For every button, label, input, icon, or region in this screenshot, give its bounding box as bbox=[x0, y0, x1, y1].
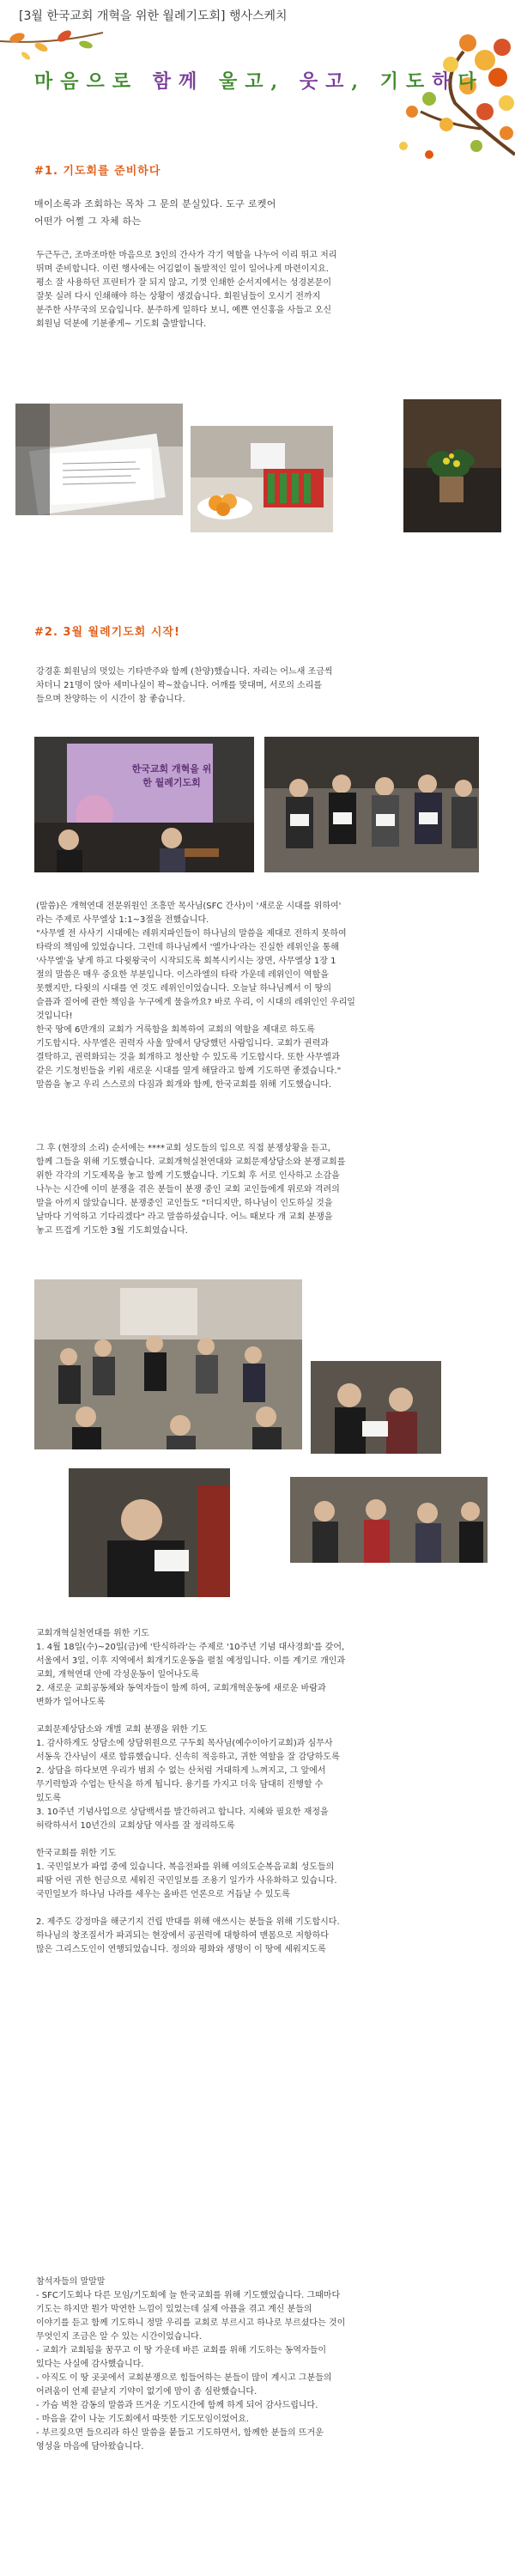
text-line: 회원님 덕분에 기분좋게~ 기도회 출발합니다. bbox=[36, 319, 207, 329]
text-line: - 교회가 교회됨을 꿈꾸고 이 땅 가운데 바른 교회를 위해 기도하는 동역자들이 bbox=[36, 2346, 327, 2355]
text-line: 참석자들의 말말말 bbox=[36, 2277, 106, 2287]
photo-man-praying bbox=[69, 1468, 230, 1597]
text-line: 놓고 뜨겁게 기도한 3월 기도회였습니다. bbox=[36, 1226, 188, 1236]
slogan-char bbox=[366, 70, 380, 93]
slide-text: 한국교회 개혁을 위한 월례기도회 bbox=[131, 763, 212, 788]
section2-intro bbox=[36, 665, 482, 707]
slogan-char: 도 bbox=[405, 70, 433, 93]
text-line: - SFC기도회나 다른 모임/기도회에 늘 한국교회를 위해 기도했었습니다. 그때마다 bbox=[36, 2291, 341, 2300]
text-line: 피땀 어린 귀한 헌금으로 세워진 국민일보를 조용기 일가가 사유화하고 있습니다. bbox=[36, 1876, 337, 1886]
text-line bbox=[36, 1833, 482, 1847]
text-line: 서동욱 간사님이 새로 합류했습니다. 신속히 적응하고, 귀한 역할을 잘 감당하도록 bbox=[36, 1753, 340, 1762]
text-line: 교회문제상담소와 개별 교회 분쟁을 위한 기도 bbox=[36, 1725, 208, 1735]
text-line: 강경훈 회원님의 멋있는 기타반주와 함께 (찬양)했습니다. 자리는 어느새 조금씩 bbox=[36, 667, 333, 677]
text-line: 말을 아끼지 않았습니다. 분쟁중인 교인들도 "더디지만, 하나님이 인도하실 것을 bbox=[36, 1199, 333, 1208]
slogan-char bbox=[285, 70, 300, 93]
text-line: 타락의 책임에 있었습니다. 그런데 하나님께서 '엘가나'라는 진실한 레위인을 통해 bbox=[36, 943, 339, 952]
text-line: 한국 땅에 6만개의 교회가 거룩함을 회복하여 교회의 역할을 제대로 하도록 bbox=[36, 1025, 315, 1035]
slogan-char: 함 bbox=[152, 70, 179, 93]
text-line: 기도는 하지만 뭔가 막연한 느낌이 있었는데 실제 아픔을 겪고 계신 분들의 bbox=[36, 2305, 312, 2314]
slogan-char: , bbox=[351, 70, 367, 93]
slogan-char: 으 bbox=[86, 70, 112, 93]
slogan-char: 고 bbox=[325, 70, 352, 93]
text-line: - 아직도 이 땅 곳곳에서 교회분쟁으로 힘들어하는 분들이 많이 계시고 그분들의 bbox=[36, 2373, 332, 2383]
text-line: 평소 잘 사용하던 프린터가 잘 되지 않고, 기껏 인쇄한 순서지에서는 성경본문이 bbox=[36, 278, 332, 288]
text-line: - 마음을 같이 나눈 기도회에서 따뜻한 기도모임이었어요. bbox=[36, 2415, 250, 2424]
text-line: 못했지만, 다윗의 시대를 연 것도 레위인이었습니다. 오늘날 하나님께서 이 땅의 bbox=[36, 984, 332, 993]
text-line: "사무엘 전 사사기 시대에는 레위지파인들이 하나님의 말씀을 제대로 전하지 못하여 bbox=[36, 929, 347, 939]
slogan-char: 웃 bbox=[299, 70, 326, 93]
text-line: 같은 기도청빈들을 키워 새로운 시대를 열게 해달라고 함께 기도하면 좋겠습니다." bbox=[36, 1066, 342, 1076]
text-line: 위한 각각의 기도제목을 놓고 함께 기도했습니다. 기도회 후 서로 인사하고 소감을 bbox=[36, 1171, 340, 1181]
text-line: (말씀)은 개혁연대 전문위원인 조흥만 목사님(SFC 간사)이 '새로운 시대를 위하여' bbox=[36, 902, 342, 911]
text-line: 2. 제주도 강정마을 해군기지 건립 반대를 위해 애쓰시는 분들을 위해 기도합시다. bbox=[36, 1917, 340, 1927]
handwriting-line: 매이소록과 조회하는 목차 그 문의 분실있다. 도구 로켓어 bbox=[34, 198, 276, 210]
text-line: 1. 4월 18일(수)~20일(금)에 '탄식하라'는 주제로 '10주년 기념 대사경회'를 갖어, bbox=[36, 1643, 345, 1652]
slogan-char: 음 bbox=[60, 70, 87, 93]
text-line: 기도합시다. 사무엘은 권력자 사울 앞에서 당당했던 사람입니다. 교회가 권력과 bbox=[36, 1039, 329, 1048]
text-line: 그 후 (현장의 소리) 순서에는 ****교회 성도들의 입으로 직접 분쟁상황을 듣고, bbox=[36, 1144, 330, 1153]
text-line: 뛰며 준비합니다. 이런 행사에는 어김없이 돌발적인 일이 일어나게 마련이지요. bbox=[36, 264, 329, 274]
text-line: 분주한 사무국의 모습입니다. 분주하게 일하다 보니, 예쁜 연신홍을 사들고 오신 bbox=[36, 306, 332, 315]
slogan-char: , bbox=[270, 70, 286, 93]
text-line: 교회개혁실천연대를 위한 기도 bbox=[36, 1629, 149, 1638]
text-line: 많은 그리스도인이 연행되었습니다. 정의와 평화와 생명이 이 땅에 세워지도록 bbox=[36, 1945, 326, 1954]
slogan-char: 다 bbox=[457, 70, 484, 93]
slogan-char: 기 bbox=[379, 70, 406, 93]
text-line: 1. 감사하게도 상담소에 상담위원으로 구두회 목사님(예수이아기교회)과 심무사 bbox=[36, 1739, 333, 1748]
text-line: 변화가 일어나도록 bbox=[36, 1698, 106, 1707]
text-line: 2. 상담을 하다보면 우리가 범죄 수 없는 산처럼 거대하게 느껴지고, 그 앞에서 bbox=[36, 1766, 326, 1776]
section2-prayer-topics bbox=[36, 1627, 482, 1957]
photo-printer-papers bbox=[15, 404, 183, 515]
section1-handwriting bbox=[34, 196, 276, 230]
photo-worship-slide bbox=[34, 737, 254, 872]
section2-heading: #2. 3월 월례기도회 시작! bbox=[34, 626, 180, 639]
slogan-char: 마 bbox=[34, 70, 61, 93]
slogan-char: 고 bbox=[245, 70, 271, 93]
text-line: 3. 10주년 기념사업으로 상담백서를 발간하려고 합니다. 지혜와 필요한 재정을 bbox=[36, 1807, 329, 1817]
text-line: 한국교회를 위한 기도 bbox=[36, 1849, 117, 1858]
text-line: - 부르짖으면 들으리라 하신 말씀을 붙들고 기도하면서, 함께한 분들의 뜨거운 bbox=[36, 2428, 324, 2438]
text-line: 두근두근, 조마조마한 마음으로 3인의 간사가 각기 역할을 나누어 이리 뛰고 저리 bbox=[36, 251, 337, 260]
text-line bbox=[36, 1902, 482, 1916]
text-line: 말씀을 놓고 우리 스스로의 다짐과 회개와 함께, 한국교회를 위해 기도했습니다. bbox=[36, 1080, 332, 1090]
text-line: 잘못 실려 다시 인쇄해야 하는 상황이 생겼습니다. 회원님들이 오시기 전까지 bbox=[36, 292, 321, 301]
text-line: 것입니다! bbox=[36, 1012, 73, 1021]
photo-women-praying bbox=[311, 1361, 441, 1454]
text-line: 들으며 찬양하는 이 시간이 참 좋습니다. bbox=[36, 695, 185, 704]
text-line: 무엇인지 조금은 알 수 있는 시간이었습니다. bbox=[36, 2332, 202, 2342]
text-line: 서울에서 3일, 이후 지역에서 회개기도운동을 펼칠 예정입니다. 이를 계기로 개인과 bbox=[36, 1656, 346, 1666]
section1-heading: #1. 기도회를 준비하다 bbox=[34, 165, 161, 178]
photo-circle-prayer bbox=[34, 1279, 302, 1449]
text-line: 나누는 시간에 이미 분쟁을 겪은 분들이 분쟁 중인 교회 교인들에게 위로와 격려의 bbox=[36, 1185, 340, 1194]
slogan-char: 께 bbox=[179, 70, 205, 93]
text-line: 2. 새로운 교회공동체와 동역자들이 함께 하여, 교회개혁운동에 새로운 바람과 bbox=[36, 1684, 326, 1693]
slogan-char: 울 bbox=[218, 70, 245, 93]
text-line bbox=[36, 1710, 482, 1723]
banner bbox=[0, 26, 515, 172]
text-line: 있다는 사실에 감사했습니다. bbox=[36, 2360, 144, 2369]
text-line: 결탁하고, 권력화되는 것을 회개하고 청산할 수 있도록 기도합시다. 또한 사무엘과 bbox=[36, 1053, 340, 1062]
text-line: 차더니 21명이 앉아 세미나실이 꽉~찼습니다. 어깨를 맞대며, 서로의 소리를 bbox=[36, 681, 323, 690]
text-line: 있도록 bbox=[36, 1794, 61, 1803]
autumn-leaves-illustration bbox=[0, 26, 515, 172]
page-title: [3월 한국교회 개혁을 위한 월례기도회] 행사스케치 bbox=[19, 9, 288, 23]
photo-fellowship bbox=[290, 1477, 488, 1563]
text-line: 라는 주제로 사무엘상 1:1~3절을 전했습니다. bbox=[36, 915, 209, 925]
text-line: 이야기를 듣고 함께 기도하니 정말 우리를 교회로 부르시고 하나로 부르셨다는 것이 bbox=[36, 2318, 346, 2328]
text-line: 허락하셔서 10년간의 교회상담 역사를 잘 정리하도록 bbox=[36, 1821, 235, 1831]
section2-message bbox=[36, 900, 482, 1092]
text-line: 교회, 개혁연대 안에 각성운동이 일어나도록 bbox=[36, 1670, 199, 1680]
section2-attendee-comments bbox=[36, 2275, 482, 2454]
text-line: 1. 국민일보가 파업 중에 있습니다. 복음전파를 위해 여의도순복음교회 성도들의 bbox=[36, 1862, 335, 1872]
section2-field-voices bbox=[36, 1142, 482, 1238]
slogan bbox=[34, 67, 484, 94]
slogan-char bbox=[204, 70, 219, 93]
text-line: 무기력함과 수업는 탄식을 하게 됩니다. 용기를 가지고 더욱 담대히 진행할 수 bbox=[36, 1780, 324, 1789]
text-line: 함께 그들을 위해 기도했습니다. 교회개혁실천연대와 교회문제상담소와 분쟁교회를 bbox=[36, 1157, 346, 1167]
text-line: 절의 말씀은 매우 중요한 부분입니다. 이스라엘의 타락 가운데 레위인이 역할을 bbox=[36, 970, 329, 980]
text-line: 하나님의 창조질서가 파괴되는 현장에서 공권력에 대항하여 맨몸으로 저항하다 bbox=[36, 1931, 330, 1941]
slogan-char: 하 bbox=[432, 70, 458, 93]
text-line: 어려움이 언제 끝날지 기약이 없기에 맘이 좀 심란했습니다. bbox=[36, 2387, 258, 2397]
photo-congregation-singing bbox=[264, 737, 479, 872]
text-line: 국민일보가 하나님 나라를 세우는 올바른 언론으로 거듭날 수 있도록 bbox=[36, 1890, 290, 1899]
text-line: - 가슴 벅찬 감동의 말씀과 뜨거운 기도시간에 함께 하게 되어 감사드립니다. bbox=[36, 2401, 318, 2410]
photo-plant bbox=[403, 399, 501, 532]
section1-paragraph bbox=[36, 249, 482, 331]
slogan-char bbox=[138, 70, 153, 93]
handwriting-line: 어떤가 어쩔 그 자체 하는 bbox=[34, 216, 142, 227]
text-line: '사무엘'을 낳게 하고 다윗왕국이 시작되도록 회복시키시는 장면, 사무엘상 1장 1 bbox=[36, 957, 336, 966]
slogan-char: 로 bbox=[112, 70, 139, 93]
text-line: 슬픔과 짙어에 관한 책임을 누구에게 물을까요? 바로 우리, 이 시대의 레위인인 우리일 bbox=[36, 998, 355, 1007]
text-line: 영성을 마음에 담아왔습니다. bbox=[36, 2442, 144, 2451]
photo-snacks-table bbox=[191, 426, 333, 532]
text-line: 날마다 기억하고 기다리겠다" 라고 말씀하셨습니다. 어느 때보다 개 교회 분쟁을 bbox=[36, 1212, 333, 1222]
